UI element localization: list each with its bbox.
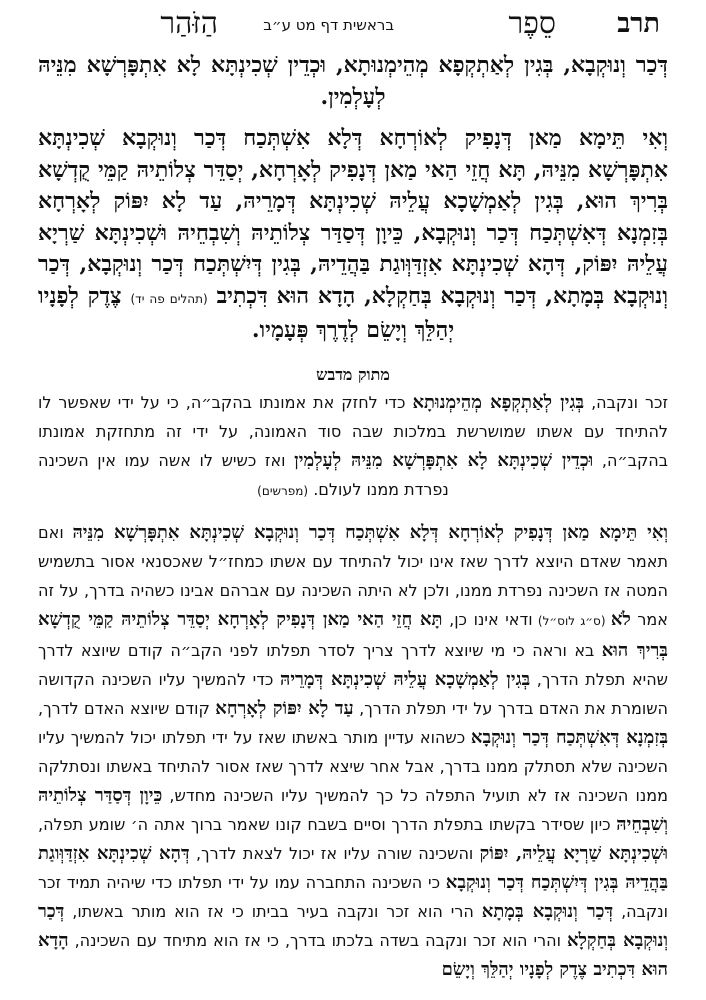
commentary-span: ואם תאמר שאדם היוצא לדרך שאז אינו יכול להתיחד עם אשתו כמחז״ל שאכסנאי אסור בתשמיש המטה אז השכינה נפרדת ממנו, ולכן לא היתה השכינה עם אברהם אבינו כשהיה בדרך, על זה אמר (38, 523, 668, 629)
zohar-quote: וּשְׁכִינְתָּא שַׁרְיָא עֲלֵיהּ, יִפּוֹק (479, 843, 668, 864)
commentary-span: כשהוא עדיין מותר באשתו שאז על ידי תפלתו יכול להמשיך עליו השכינה שלא תסתלק ממנו בדרך, אבל אחר שיצא לדרך שאז אסור להתיחד באשתו ונסתלקה ממנו השכינה אז לא תועיל התפלה כל כך להמשיך עליו השכינה מחדש, (38, 728, 668, 805)
zohar-paragraph-2-main: וְאִי תֵּימָא מַאן דְּנָפִיק לְאוֹרְחָא דְּלָא אִשְׁתְּכַח דְּכַר וְנוּקְבָא שְׁכִינְתָּא אִתְפָּרְשָׁא מִנֵּיהּ, תָּא חֲזֵי הַאי מַאן דְּנָפִיק לְאָרְחָא, יְסַדֵּר צְלוֹתֵיהּ קַמֵּי קֻדְשָׁא בְּרִיךְ הוּא, בְּגִין לְאַמְשָׁכָא עֲלֵיהּ שְׁכִינְתָּא דְּמָרֵיהּ, עַד לָא יִפּוֹק לְאָרְחָא בְּזִמְנָא דְּאִשְׁתְּכַח דְּכַר וְנוּקְבָא, כֵּיוָן דְּסַדַּר צְלוֹתֵיהּ וְשִׁבְחֵיהּ וּשְׁכִינְתָּא שַׁרְיָא עֲלֵיהּ יִפּוֹק, דְּהָא שְׁכִינְתָּא אִזְדַּוְּוגַת בַּהֲדֵיהּ, בְּגִין דְּיִשְׁתְּכַח דְּכַר וְנוּקְבָא, דְּכַר וְנוּקְבָא בְּמָתָא, דְּכַר וְנוּקְבָא בְּחַקְלָא, הָדָא הוּא דִּכְתִיב (38, 125, 668, 309)
zohar-quote: לֹא (610, 609, 631, 630)
zohar-paragraph-2 (38, 123, 668, 347)
zohar-quote: כֵּיוָן דְּסַדַּר צְלוֹתֵיהּ וְשִׁבְחֵיהּ (38, 785, 668, 835)
page-header (0, 6, 706, 46)
commentary-span: כי השכינה התחברה עמו על ידי תפלתו כדי שיהיה תמיד זכר ונקבה, (38, 873, 668, 921)
running-title-sefer: סֵפֶר (508, 6, 556, 41)
commentary-text (38, 388, 668, 984)
commentary-span: כדי להמשיך עליו השכינה הקדושה השומרת את האדם בדרך על ידי תפלת הדרך, (38, 670, 668, 718)
source-note: (מפרשים) (257, 484, 309, 498)
zohar-quote: בְּגִין לְאַמְשָׁכָא עֲלֵיהּ שְׁכִינְתָּא דְּמָרֵיהּ (279, 669, 531, 690)
scripture-citation: (תהלים פה יד) (130, 291, 208, 306)
zohar-paragraph-1: דְּכַר וְנוּקְבָא, בְּגִין לְאַתְקְפָא מְהֵימְנוּתָא, וּכְדֵין שְׁכִינְתָּא לָא אִתְפָּרְשָׁא מִנֵּיהּ לְעָלְמִין. (38, 52, 668, 110)
commentary-title: מתוק מדבש (316, 365, 390, 384)
zohar-quote: וְאִי תֵּימָא מַאן דְּנָפִיק לְאוֹרְחָא דְּלָא אִשְׁתְּכַח דְּכַר וְנוּקְבָא שְׁכִינְתָּא אִתְפָּרְשָׁא מִנֵּיהּ (72, 522, 668, 543)
page-number: תרב (617, 8, 660, 39)
source-note: (ס״ג לוס״ל) (532, 614, 611, 628)
zohar-quote: וּכְדֵין שְׁכִינְתָּא לָא אִתְפָּרְשָׁא מִנֵּיהּ לְעָלְמִין (294, 450, 594, 471)
commentary-span: כדי לחזק את אמונתו בהקב״ה, כי על ידי שאפשר לו להתיחד עם אשתו שמושרשת במלכות שבה סוד האמונה, על ידי זה מתחזקת אמונתו בהקב״ה, (38, 393, 669, 470)
commentary-span: והשכינה שורה עליו אז יכול לצאת לדרך, (189, 844, 480, 863)
commentary-paragraph-2 (38, 518, 668, 984)
zohar-quote: תָּא חֲזֵי הַאי מַאן דְּנָפִיק לְאָרְחָא יְסַדֵּר צְלוֹתֵיהּ קַמֵּי קֻדְשָׁא בְּרִיךְ הוּא (38, 609, 668, 661)
commentary-span: זכר ונקבה, (584, 393, 668, 412)
commentary-span: ודאי אינו כן, (442, 610, 533, 629)
zohar-quote: דְּכַר וְנוּקְבָא בְּמָתָא (481, 901, 614, 922)
running-title-zohar: הַזֹּהַר (160, 6, 218, 41)
zohar-quote: בְּגִין לְאַתְקְפָא מְהֵימְנוּתָא (412, 392, 585, 413)
commentary-span: קודם שיוצא האדם לדרך, (38, 699, 216, 718)
zohar-paragraph-2-end: צֶדֶק לְפָנָיו יְהַלֵּךְ וְיָשֵׂם לְדֶרֶךְ פְּעָמָיו. (38, 282, 455, 343)
zohar-quote: דְּהָא שְׁכִינְתָּא אִזְדַּוְּוגַת בַּהֲדֵיהּ בְּגִין דְּיִשְׁתְּכַח דְּכַר וְנוּקְבָא (38, 843, 668, 893)
commentary-span: והרי הוא זכר ונקבה בשדה בלכתו בדרך, כי אז הוא מתיחד עם השכינה, (68, 931, 567, 950)
commentary-span: ואז כשיש לו אשה עמו אין השכינה נפרדת ממנו לעולם. (38, 451, 449, 499)
commentary-span: בא וראה כי מי שיוצא לדרך צריך לסדר תפלתו לפני הקב״ה קודם שיוצא לדרך שהיא תפלת הדרך, (38, 641, 669, 689)
zohar-quote: עַד לָא יִפּוֹק לְאָרְחָא (215, 698, 354, 719)
zohar-quote: בְּזִמְנָא דְּאִשְׁתְּכַח דְּכַר וְנוּקְבָא (470, 727, 669, 748)
commentary-paragraph-1 (38, 388, 668, 506)
zohar-main-text (38, 50, 668, 347)
zohar-quote: הָדָא הוּא דִּכְתִיב צֶדֶק לְפָנָיו יְהַלֵּךְ וְיָשֵׂם (38, 930, 668, 980)
commentary-span: כיון שסידר בקשתו בתפלת הדרך וסיים בשבח קונו שאמר ברוך אתה ה׳ שומע תפלה, (38, 815, 617, 834)
section-reference: בראשית דף מט ע״ב (263, 16, 394, 34)
commentary-span: הרי הוא זכר ונקבה בעיר בביתו כי אז הוא מותר באשתו, (64, 902, 482, 921)
zohar-quote: דְּכַר וְנוּקְבָא בְּחַקְלָא (38, 901, 669, 951)
